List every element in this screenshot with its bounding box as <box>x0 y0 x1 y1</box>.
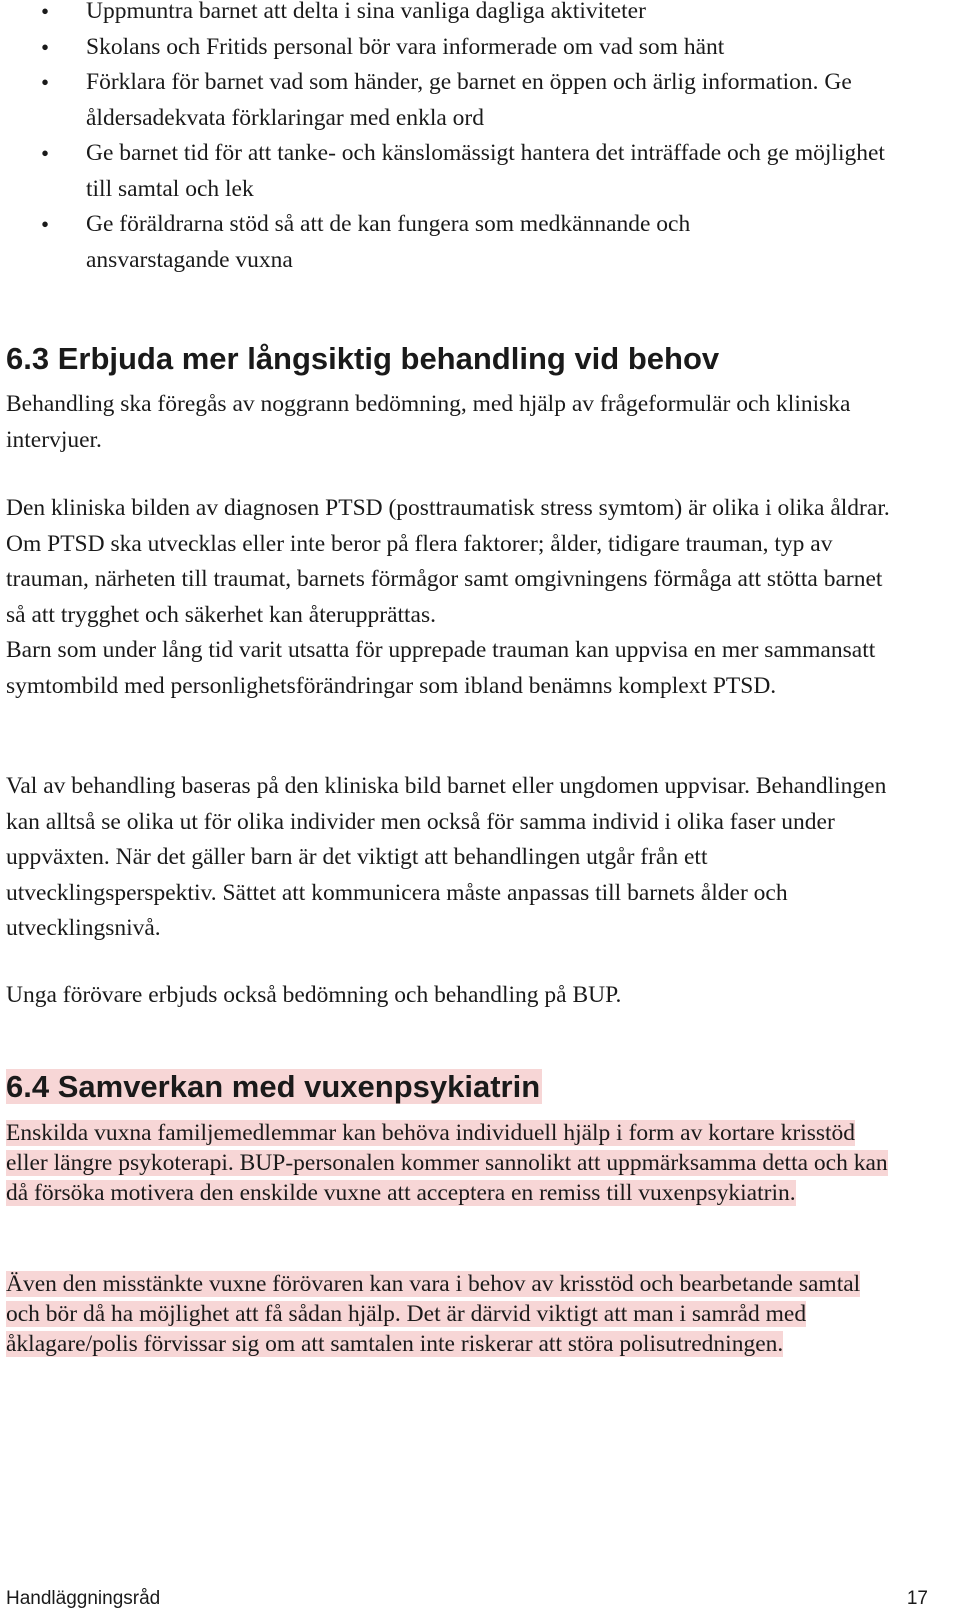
section-6-3-paragraph-3: Val av behandling baseras på den kliniska bild barnet eller ungdomen uppvisar. Behandlingen kan alltså se olika ut för olika individer men också för samma individ i olika faser under uppväxten. När det gäller barn är det viktigt att behandlingen utgår från ett utvecklingsperspektiv. Sättet att kommunicera måste anpassas till barnets ålder och utvecklingsnivå. <box>6 773 887 941</box>
bullet-item: • Skolans och Fritids personal bör vara informerade om vad som hänt <box>0 30 940 66</box>
advice-bullet-list <box>0 0 940 278</box>
section-heading-6-4-text: 6.4 Samverkan med vuxenpsykiatrin <box>6 1069 541 1104</box>
section-6-3-paragraph-2 <box>6 491 906 704</box>
section-6-3-paragraph-4: Unga förövare erbjuds också bedömning och behandling på BUP. <box>6 982 622 1008</box>
section-6-3-paragraph-1: Behandling ska föregås av noggrann bedömning, med hjälp av frågeformulär och kliniska intervjuer. <box>6 391 851 453</box>
section-6-4-paragraph-2 <box>6 1269 896 1360</box>
section-heading-6-3: 6.3 Erbjuda mer långsiktig behandling vid behov <box>6 341 720 376</box>
highlighted-text: Enskilda vuxna familjemedlemmar kan behöva individuell hjälp i form av kortare krisstöd eller längre psykoterapi. BUP-personalen kommer sannolikt att uppmärksamma detta och kan då försöka motivera den enskilde vuxne att acceptera en remiss till vuxenpsykiatrin. <box>6 1120 888 1207</box>
ptsd-description-text: Den kliniska bilden av diagnosen PTSD (posttraumatisk stress symtom) är olika i olika åldrar. Om PTSD ska utvecklas eller inte beror på flera faktorer; ålder, tidigare trauman, typ av trauman, närheten till traumat, barnets förmågor samt omgivningens förmåga att stötta barnet så att trygghet och säkerhet kan återupprättas. <box>6 495 890 628</box>
page-number: 17 <box>906 1588 928 1609</box>
complex-ptsd-text: Barn som under lång tid varit utsatta för upprepade trauman kan uppvisa en mer sammansatt symtombild med personlighetsförändringar som ibland benämns komplext PTSD. <box>6 637 876 699</box>
section-heading-6-4 <box>6 1068 542 1106</box>
section-6-4-paragraph-1 <box>6 1118 896 1209</box>
bullet-item: • Förklara för barnet vad som händer, ge barnet en öppen och ärlig information. Ge åldersadekvata förklaringar med enkla ord <box>0 65 886 136</box>
highlighted-text: Även den misstänkte vuxne förövaren kan vara i behov av krisstöd och bearbetande samtal och bör då ha möjlighet att få sådan hjälp. Det är därvid viktigt att man i samråd med åklagare/polis förvissar sig om att samtalen inte riskerar att störa polisutredningen. <box>6 1271 861 1358</box>
bullet-item: • Ge föräldrarna stöd så att de kan fungera som medkännande och ansvarstagande vuxna <box>0 207 786 278</box>
footer-title: Handläggningsråd <box>6 1588 161 1609</box>
bullet-item: • Ge barnet tid för att tanke- och känslomässigt hantera det inträffade och ge möjlighet till samtal och lek <box>0 136 886 207</box>
bullet-item: • Uppmuntra barnet att delta i sina vanliga dagliga aktiviteter <box>0 0 940 30</box>
